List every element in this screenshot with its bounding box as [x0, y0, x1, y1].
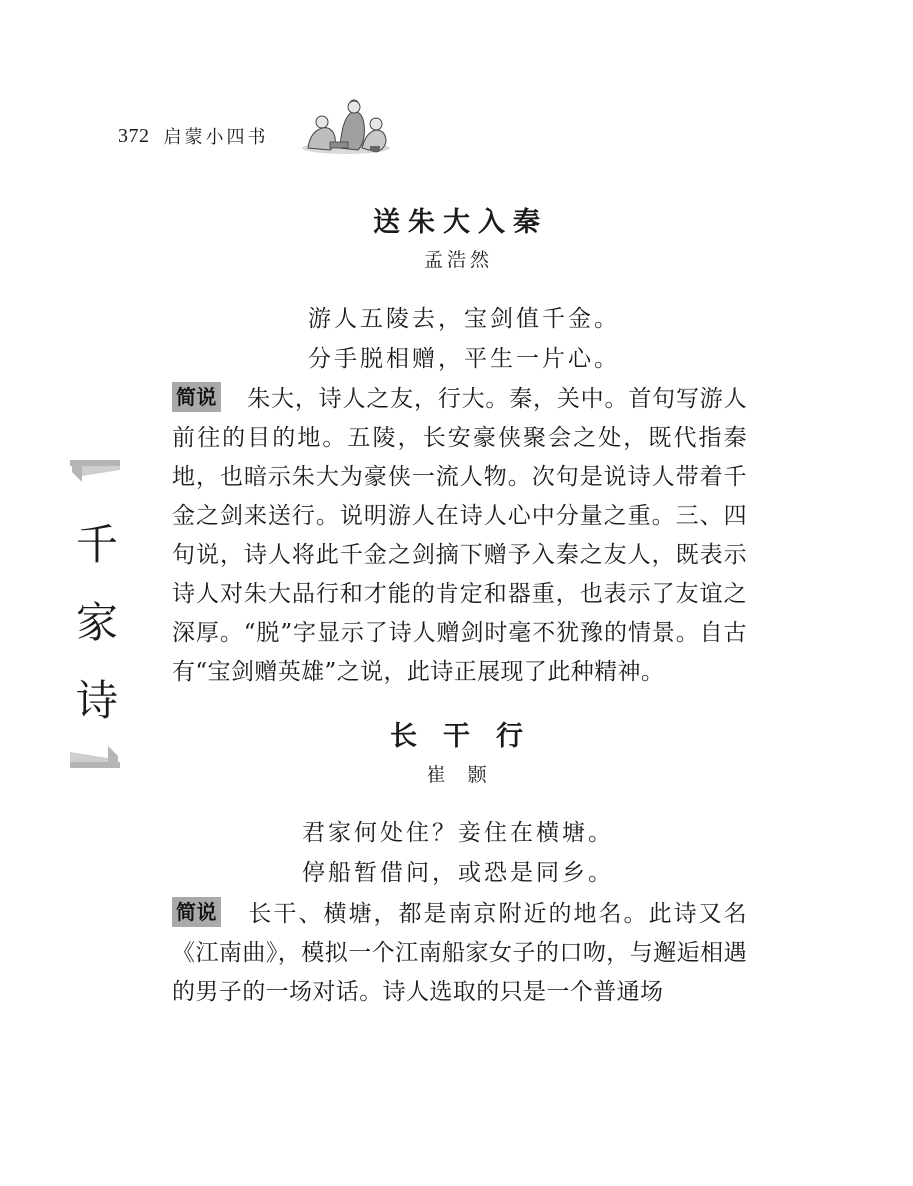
section-label-char: 家	[75, 598, 118, 647]
poem-title: 长干行	[390, 721, 549, 752]
poem-line: 分手脱相赠，平生一片心。	[308, 346, 620, 372]
commentary-paragraph	[172, 895, 747, 1012]
poet-name: 崔颢	[426, 764, 509, 786]
commentary-paragraph	[172, 380, 747, 692]
poem-line: 游人五陵去，宝剑值千金。	[308, 306, 620, 332]
commentary-tag: 简说	[172, 897, 221, 927]
book-title: 启蒙小四书	[163, 127, 269, 148]
poem-line: 停船暂借问，或恐是同乡。	[302, 860, 614, 886]
poem-title: 送朱大入秦	[373, 207, 548, 238]
commentary-text: 朱大，诗人之友，行大。秦，关中。首句写游人前往的目的地。五陵，长安豪侠聚会之处，既代指秦地，也暗示朱大为豪侠一流人物。次句是说诗人带着千金之剑来送行。说明游人在诗人心中分量之重。三、四句说，诗人将此千金之剑摘下赠予入秦之友人，既表示诗人对朱大品行和才能的肯定和器重，也表示了友谊之深厚。“脱”字显示了诗人赠剑时毫不犹豫的情景。自古有“宝剑赠英雄”之说，此诗正展现了此种精神。	[172, 386, 747, 685]
running-header	[118, 118, 269, 154]
scholars-illustration-icon	[300, 98, 392, 156]
poet-name: 孟浩然	[423, 249, 493, 271]
section-label-top-bracket	[70, 460, 120, 482]
poem-line: 君家何处住？妾住在横塘。	[302, 820, 614, 846]
commentary-text: 长干、横塘，都是南京附近的地名。此诗又名《江南曲》，模拟一个江南船家女子的口吻，与邂逅相遇的男子的一场对话。诗人选取的只是一个普通场	[172, 901, 747, 1005]
section-label-char: 诗	[75, 676, 118, 725]
page-number: 372	[118, 124, 150, 147]
commentary-tag: 简说	[172, 382, 221, 412]
section-label-char: 千	[75, 520, 118, 569]
